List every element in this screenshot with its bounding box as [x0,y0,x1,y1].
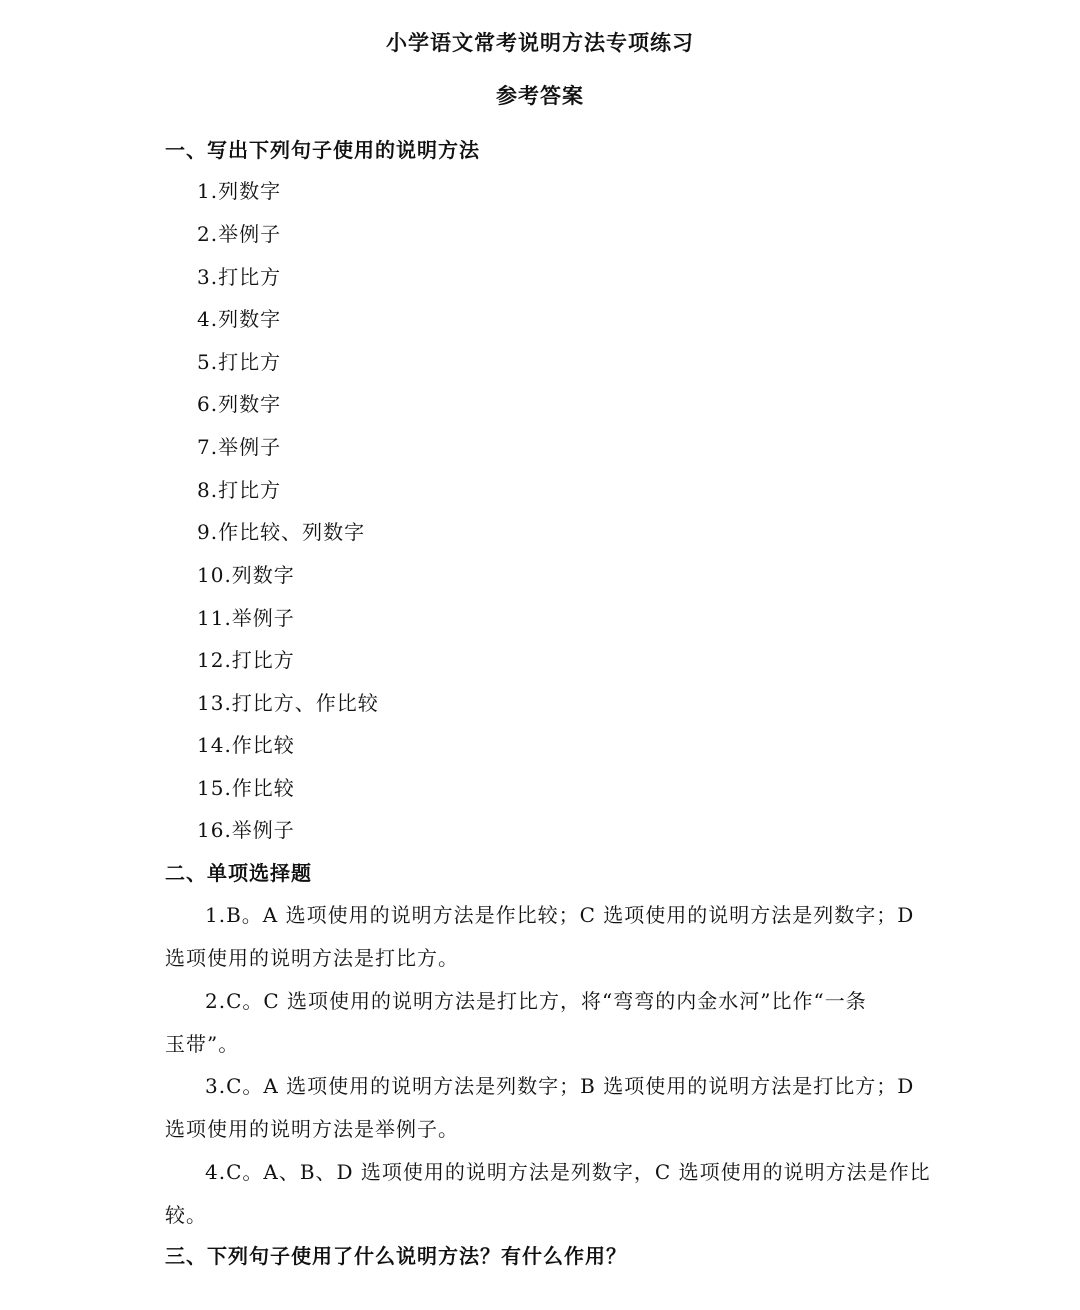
answer-item: 1.列数字 [197,179,282,203]
section-1-heading: 一、写出下列句子使用的说明方法 [165,138,480,162]
choice-answer-line: 2.C。C 选项使用的说明方法是打比方，将“弯弯的内金水河”比作“一条 [205,989,867,1013]
answer-item: 9.作比较、列数字 [197,520,366,544]
answer-item: 6.列数字 [197,392,282,416]
answer-item: 3.打比方 [197,265,282,289]
choice-answer-line: 玉带”。 [165,1032,240,1056]
choice-answer [165,894,925,980]
answer-item: 10.列数字 [197,563,295,587]
choice-answer-line: 较。 [165,1203,207,1227]
answer-item: 15.作比较 [197,776,295,800]
choice-answer-line: 选项使用的说明方法是打比方。 [165,946,459,970]
answer-item: 8.打比方 [197,478,282,502]
choice-answer-line: 4.C。A、B、D 选项使用的说明方法是列数字，C 选项使用的说明方法是作比 [205,1160,931,1184]
choice-answer-line: 1.B。A 选项使用的说明方法是作比较；C 选项使用的说明方法是列数字；D [205,903,915,927]
choice-answer [165,980,925,1066]
choice-answer-line: 3.C。A 选项使用的说明方法是列数字；B 选项使用的说明方法是打比方；D [205,1074,915,1098]
answer-item: 7.举例子 [197,435,282,459]
answer-item: 12.打比方 [197,648,295,672]
answer-item: 13.打比方、作比较 [197,691,379,715]
choice-answer [165,1065,925,1151]
section-2-heading: 二、单项选择题 [165,861,312,885]
answer-item: 5.打比方 [197,350,282,374]
choice-answer-line: 选项使用的说明方法是举例子。 [165,1117,459,1141]
answer-item: 2.举例子 [197,222,282,246]
answer-item: 11.举例子 [197,606,295,630]
answer-item: 14.作比较 [197,733,295,757]
document-title: 小学语文常考说明方法专项练习 [386,31,694,55]
section-3-heading: 三、下列句子使用了什么说明方法？有什么作用？ [165,1244,627,1268]
choice-answer [165,1151,931,1237]
answer-item: 4.列数字 [197,307,282,331]
answer-item: 16.举例子 [197,818,295,842]
document-subtitle: 参考答案 [496,84,584,108]
